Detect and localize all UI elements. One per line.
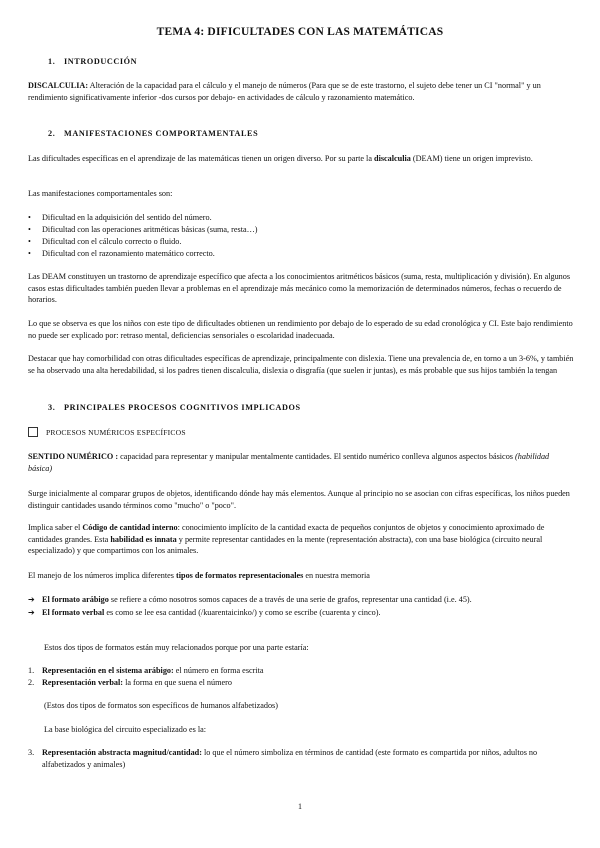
paragraph-origen — [28, 153, 574, 165]
paragraph-comorbilidad: Destacar que hay comorbilidad con otras dificultades específicas de aprendizaje, principalmente con dislexia. Tiene una prevalencia de, en torno a un 3-6%, y también se ha observado una alta heredabilidad, si los padres tienen discalculia, dislexia o disgrafía (que suelen ir juntas), es más probable que sus hijos también la tengan — [28, 354, 574, 375]
term: Representación abstracta magnitud/cantidad: — [42, 748, 202, 757]
bullet-list-manifestaciones — [28, 212, 574, 260]
term-discalculia: DISCALCULIA: — [28, 81, 89, 90]
term-sentido-numerico: SENTIDO NUMÉRICO : — [28, 452, 119, 461]
section-title: MANIFESTACIONES COMPORTAMENTALES — [64, 129, 259, 138]
section-heading-introduccion — [48, 57, 137, 66]
text-run: capacidad para representar y manipular mentalmente cantidades. El sentido numérico conlleva algunos aspectos básicos — [118, 452, 516, 461]
list-item: • Dificultad con el cálculo correcto o fluido. — [28, 236, 574, 248]
list-item: • Dificultad con las operaciones aritméticas básicas (suma, resta…) — [28, 224, 574, 236]
paragraph-alfabetizados: (Estos dos tipos de formatos son específicos de humanos alfabetizados) — [44, 701, 278, 710]
text-run: Las dificultades específicas en el aprendizaje de las matemáticas tienen un origen diverso. Por su parte la — [28, 154, 375, 163]
item-text — [42, 665, 574, 677]
item-text — [42, 747, 574, 770]
numbered-item-3 — [28, 747, 574, 770]
paragraph-sentido-numerico — [28, 451, 574, 474]
item-number: 2. — [28, 678, 35, 687]
term: Representación en el sistema arábigo: — [42, 666, 174, 675]
list-item: • Dificultad en la adquisición del sentido del número. — [28, 212, 574, 224]
term-formato-verbal: El formato verbal — [42, 607, 105, 617]
arrow-list-formatos — [28, 594, 574, 618]
text-run: es como se lee esa cantidad (/kuarentaicinko/) y como se escribe (cuarenta y cinco). — [104, 607, 381, 617]
section-title: PRINCIPALES PROCESOS COGNITIVOS IMPLICADOS — [64, 403, 301, 412]
paragraph-surge: Surge inicialmente al comparar grupos de objetos, identificando dónde hay más elementos. Aunque al principio no se asocian con cifras específicas, los niños pueden distinguir cantidades usando términos como "mucho" o "poco". — [28, 489, 570, 510]
italic-run: (habilidad básica) — [28, 452, 550, 473]
definition-text: Alteración de la capacidad para el cálculo y el manejo de números (Para que se de este trastorno, el sujeto debe tener un CI "normal" y un rendimiento significativamente inferior -dos cursos por debajo- en actividades de cálculo y razonamiento matemático. — [28, 81, 541, 102]
text-run: lo que el número simboliza en términos de cantidad (este formato es compartida por niños, adultos no alfabetizados y animales) — [42, 748, 538, 769]
numbered-item-2 — [28, 677, 574, 689]
list-item — [28, 607, 574, 619]
text-run: Implica saber el — [28, 523, 83, 532]
document-title: TEMA 4: DIFICULTADES CON LAS MATEMÁTICAS — [156, 26, 444, 38]
term: Representación verbal: — [42, 678, 124, 687]
term-formato-arabigo: El formato arábigo — [42, 595, 109, 604]
item-number: 3. — [28, 748, 35, 757]
item-number: 1. — [28, 666, 35, 675]
text-run: y permite representar cantidades en la mente (representación abstracta), con una base biológica (circuito neural especializado) y que compartimos con los animales. — [28, 534, 543, 555]
term-codigo-cantidad: Código de cantidad interno — [82, 523, 178, 532]
text-run: (DEAM) tiene un origen imprevisto. — [410, 154, 533, 163]
paragraph-manejo — [28, 570, 574, 582]
section-number: 2. — [48, 129, 56, 138]
paragraph-observa: Lo que se observa es que los niños con este tipo de dificultades obtienen un rendimiento por debajo de lo esperado de su edad cronológica y CI. Este bajo rendimiento no puede ser explicado por: retraso mental, deficiencias sensoriales o escolaridad inadecuada. — [28, 319, 573, 340]
term-formatos: tipos de formatos representacionales — [176, 571, 304, 580]
arrow-right-icon: ➔ — [28, 595, 35, 604]
text-run: el número en forma escrita — [173, 666, 264, 675]
section-number: 3. — [48, 403, 56, 412]
paragraph-manifestaciones: Las manifestaciones comportamentales son: — [28, 189, 173, 198]
checkbox-icon[interactable] — [28, 427, 38, 437]
text-run: la forma en que suena el número — [123, 678, 232, 687]
text-run: se refiere a cómo nosotros somos capaces de a través de una serie de grafos, representar una cantidad (i.e. 45). — [108, 595, 472, 604]
text-run: en nuestra memoria — [303, 571, 370, 580]
arrow-right-icon: ➔ — [28, 607, 35, 617]
text-run: El manejo de los números implica diferentes — [28, 571, 177, 580]
paragraph-discalculia — [28, 80, 574, 103]
item-text — [42, 677, 574, 689]
checkbox-procesos-numericos[interactable] — [28, 427, 186, 437]
page-number: 1 — [298, 802, 302, 811]
paragraph-implica — [28, 522, 574, 557]
list-item — [28, 594, 574, 606]
list-item: • Dificultad con el razonamiento matemático correcto. — [28, 248, 574, 260]
checkbox-label: PROCESOS NUMÉRICOS ESPECÍFICOS — [46, 427, 186, 437]
text-run: : conocimiento implícito de la cantidad exacta de pequeños conjuntos de objetos y conocimiento aproximado de cantidades grandes. Esta — [28, 523, 545, 544]
paragraph-base-biologica: La base biológica del circuito especializado es la: — [44, 725, 207, 734]
section-title: INTRODUCCIÓN — [64, 57, 138, 66]
paragraph-deam: Las DEAM constituyen un trastorno de aprendizaje específico que afecta a los conocimientos aritméticos básicos (suma, resta, multiplicación y división). En algunos casos estas dificultades también pueden llevar a problemas en el aprendizaje más mecánico como la memorización de determinados números, fechas o recuerdo de horarios. — [28, 272, 571, 304]
section-number: 1. — [48, 57, 56, 66]
section-heading-procesos — [48, 403, 301, 412]
numbered-item-1 — [28, 665, 574, 677]
section-heading-manifestaciones — [48, 129, 258, 138]
term-habilidad-innata: habilidad es innata — [110, 534, 177, 544]
paragraph-estos: Estos dos tipos de formatos están muy relacionados porque por una parte estaría: — [44, 643, 309, 652]
term-discalculia: discalculia — [374, 154, 411, 163]
